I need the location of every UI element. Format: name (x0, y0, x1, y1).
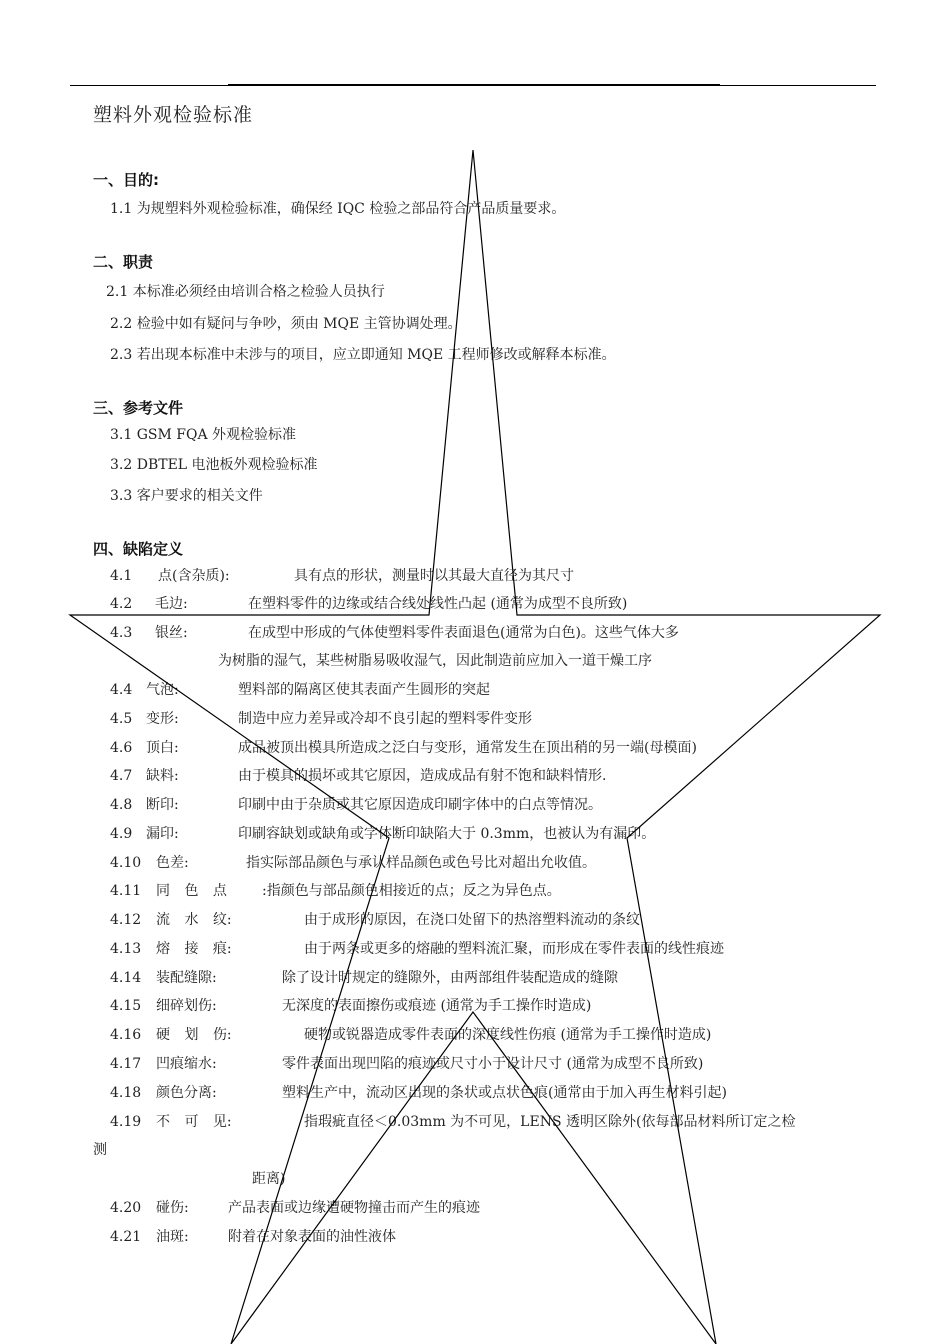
definition-text: 塑料生产中，流动区出现的条状或点状色痕(通常由于加入再生材料引起) (282, 1085, 727, 1101)
section-heading-references: 三、参考文件 (93, 399, 184, 417)
definition-text: :指颜色与部品颜色相接近的点；反之为异色点。 (262, 883, 561, 899)
definition-number: 4.7 (110, 768, 133, 784)
definition-text: 成品被顶出模具所造成之泛白与变形，通常发生在顶出稍的另一端(母模面) (238, 740, 697, 756)
list-item: 2.1 本标准必须经由培训合格之检验人员执行 (106, 284, 385, 300)
definition-text: 零件表面出现凹陷的痕迹或尺寸小于设计尺寸 (通常为成型不良所致) (282, 1056, 704, 1072)
definition-number: 4.13 (110, 941, 142, 957)
definition-term: 毛边: (155, 596, 188, 612)
definition-term: 油斑: (156, 1229, 189, 1245)
definition-number: 4.4 (110, 682, 133, 698)
definition-term: 气泡: (146, 682, 179, 698)
definition-term: 银丝: (155, 625, 188, 641)
definition-number: 4.20 (110, 1200, 142, 1216)
definition-number: 4.16 (110, 1027, 142, 1043)
section-heading-duties: 二、职责 (93, 253, 154, 271)
definition-number: 4.21 (110, 1229, 142, 1245)
definition-term: 漏印: (146, 826, 179, 842)
definition-text: 指实际部品颜色与承认样品颜色或色号比对超出允收值。 (246, 855, 596, 871)
definition-number: 4.10 (110, 855, 142, 871)
definition-term: 色差: (156, 855, 189, 871)
definition-term: 顶白: (146, 740, 179, 756)
definition-term: 颜色分离: (156, 1085, 217, 1101)
definition-text: 由于成形的原因，在浇口处留下的热溶塑料流动的条纹 (304, 912, 640, 928)
definition-text: 塑料部的隔离区使其表面产生圆形的突起 (238, 682, 490, 698)
definition-number: 4.17 (110, 1056, 142, 1072)
definition-term: 变形: (146, 711, 179, 727)
definition-text: 产品表面或边缘遭硬物撞击而产生的痕迹 (228, 1200, 480, 1216)
definition-text: 在塑料零件的边缘或结合线处线性凸起 (通常为成型不良所致) (248, 596, 628, 612)
list-item: 3.3 客户要求的相关文件 (110, 488, 263, 504)
definition-text: 硬物或锐器造成零件表面的深度线性伤痕 (通常为手工操作时造成) (304, 1027, 712, 1043)
definition-term: 凹痕缩水: (156, 1056, 217, 1072)
definition-term: 流 水 纹: (156, 912, 232, 928)
definition-text: 由于模具的损坏或其它原因，造成成品有射不饱和缺料情形. (238, 768, 607, 784)
definition-number: 4.3 (110, 625, 133, 641)
list-item: 3.1 GSM FQA 外观检验标准 (110, 427, 297, 443)
header-rule-thick (228, 84, 720, 86)
definition-term: 点(含杂质): (158, 568, 230, 584)
definition-text: 印刷中由于杂质或其它原因造成印刷字体中的白点等情况。 (238, 797, 602, 813)
list-item: 3.2 DBTEL 电池板外观检验标准 (110, 457, 318, 473)
definition-number: 4.12 (110, 912, 142, 928)
document-title: 塑料外观检验标准 (93, 104, 254, 126)
definition-number: 4.14 (110, 970, 142, 986)
definition-term: 细碎划伤: (156, 998, 217, 1014)
definition-number: 4.8 (110, 797, 133, 813)
definition-number: 4.6 (110, 740, 133, 756)
definition-number: 4.11 (110, 883, 142, 899)
definition-number: 4.18 (110, 1085, 142, 1101)
definition-text: 除了设计时规定的缝隙外，由两部组件装配造成的缝隙 (282, 970, 618, 986)
definition-term: 缺料: (146, 768, 179, 784)
definition-number: 4.5 (110, 711, 133, 727)
definition-term: 不 可 见: (156, 1114, 232, 1130)
definition-continuation: 距离) (252, 1171, 286, 1187)
definition-text: 在成型中形成的气体使塑料零件表面退色(通常为白色)。这些气体大多 (248, 625, 679, 641)
section-heading-defects: 四、缺陷定义 (93, 540, 184, 558)
definition-number: 4.2 (110, 596, 133, 612)
list-item: 1.1 为规塑料外观检验标准，确保经 IQC 检验之部品符合产品质量要求。 (110, 201, 566, 217)
list-item: 2.3 若出现本标准中未涉与的项目，应立即通知 MQE 工程师修改或解释本标准。 (110, 347, 616, 363)
definition-text: 具有点的形状，测量时以其最大直径为其尺寸 (294, 568, 574, 584)
definition-term: 熔 接 痕: (156, 941, 232, 957)
list-item: 2.2 检验中如有疑问与争吵，须由 MQE 主管协调处理。 (110, 316, 462, 332)
definition-text: 无深度的表面擦伤或痕迹 (通常为手工操作时造成) (282, 998, 592, 1014)
definition-continuation: 为树脂的湿气，某些树脂易吸收湿气，因此制造前应加入一道干燥工序 (218, 653, 652, 669)
definition-text: 制造中应力差异或冷却不良引起的塑料零件变形 (238, 711, 532, 727)
definition-term: 硬 划 伤: (156, 1027, 232, 1043)
definition-term: 同 色 点 (156, 883, 227, 899)
definition-term: 装配缝隙: (156, 970, 217, 986)
definition-number: 4.1 (110, 568, 133, 584)
definition-text: 附着在对象表面的油性液体 (228, 1229, 396, 1245)
definition-number: 4.19 (110, 1114, 142, 1130)
section-heading-purpose: 一、目的: (93, 171, 159, 189)
definition-term: 断印: (146, 797, 179, 813)
definition-text: 指瑕疵直径＜0.03mm 为不可见，LENS 透明区除外(依每部品材料所订定之检 (304, 1114, 796, 1130)
definition-text: 印刷容缺划或缺角或字体断印缺陷大于 0.3mm，也被认为有漏印。 (238, 826, 656, 842)
definition-text: 由于两条或更多的熔融的塑料流汇聚，而形成在零件表面的线性痕迹 (304, 941, 724, 957)
definition-wrap: 测 (93, 1142, 107, 1158)
definition-term: 碰伤: (156, 1200, 189, 1216)
definition-number: 4.9 (110, 826, 133, 842)
definition-number: 4.15 (110, 998, 142, 1014)
